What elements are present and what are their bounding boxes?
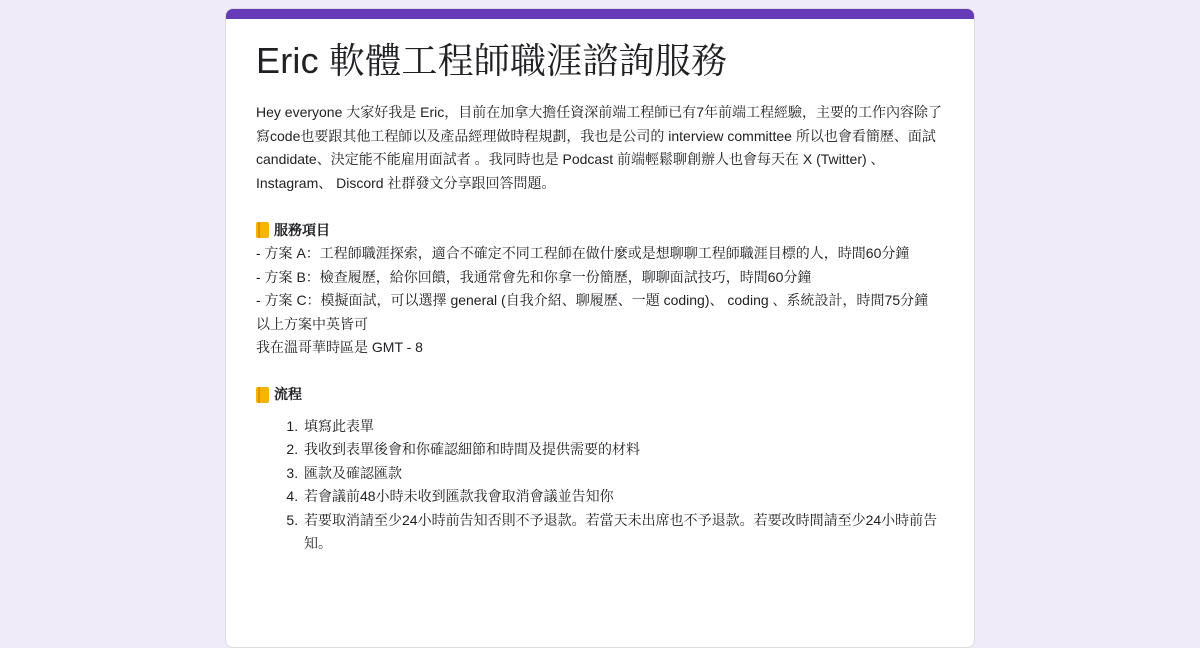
service-line: - 方案 B：檢查履歷，給你回饋，我通常會先和你拿一份簡歷，聊聊面試技巧，時間60分鐘 [256,268,812,285]
process-step: 2. 我收到表單後會和你確認細節和時間及提供需要的材料 [302,438,950,462]
service-timezone-note: 我在溫哥華時區是 GMT - 8 [256,339,423,355]
services-heading [256,219,950,243]
process-step: 1. 填寫此表單 [302,415,950,439]
services-heading-text: 服務項目 [274,221,330,238]
form-header-body [256,37,950,556]
process-step: 3. 匯款及確認匯款 [302,462,950,486]
theme-accent-bar [226,9,974,19]
paragraph-spacer [256,195,950,219]
service-line: - 方案 A：工程師職涯探索，適合不確定不同工程師在做什麼或是想聊聊工程師職涯目標的人，時間60分鐘 [256,245,910,261]
intro-paragraph: Hey everyone 大家好我是 Eric，目前在加拿大擔任資深前端工程師已有7年前端工程經驗，主要的工作內容除了寫code也要跟其他工程師以及產品經理做時程規劃，我也是公司的 interview committee 所以也會看簡歷、面試candidate、決定能不能雇用面試者 。我同時也是 Podcast 前端輕鬆聊創辦人也會每天在 X (Twitter) 、 Instagram、 Discord 社群發文分享跟回答問題。 [256,104,943,191]
form-description [256,101,950,556]
notebook-icon [256,222,269,238]
notebook-icon [256,387,269,403]
process-heading [256,383,950,407]
service-language-note: 以上方案中英皆可 [256,315,368,332]
paragraph-spacer [256,360,950,384]
form-header-card [225,8,975,648]
process-heading-text: 流程 [274,386,302,402]
process-steps-list [256,415,950,556]
process-step: 5. 若要取消請至少24小時前告知否則不予退款。若當天未出席也不予退款。若要改時間請至少24小時前告知。 [302,509,950,556]
process-step: 4. 若會議前48小時未收到匯款我會取消會議並告知你 [302,485,950,509]
form-title: Eric 軟體工程師職涯諮詢服務 [256,40,728,81]
service-line: - 方案 C：模擬面試，可以選擇 general (自我介紹、聊履歷、一題 coding)、 coding 、系統設計，時間75分鐘 [256,292,929,308]
